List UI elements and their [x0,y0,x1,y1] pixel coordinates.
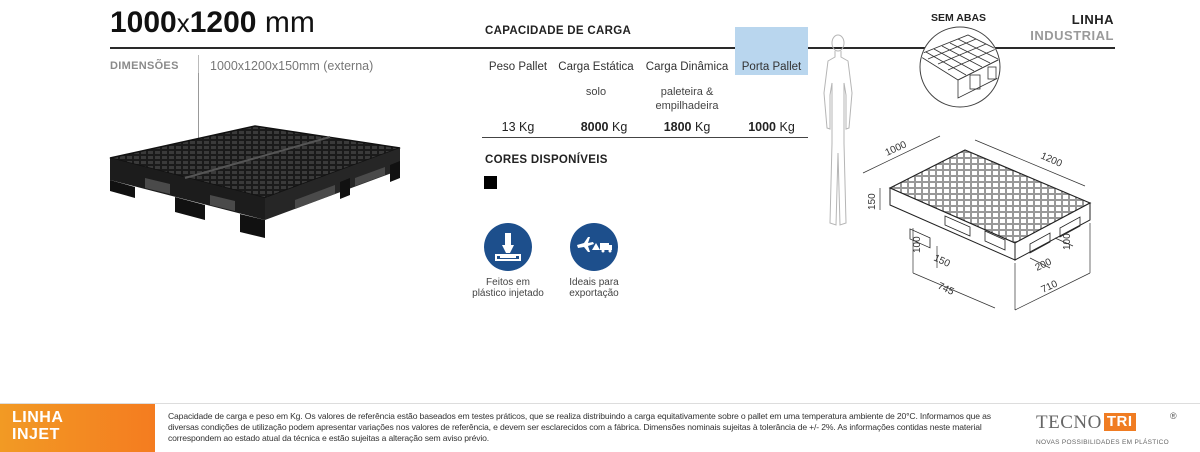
title-width: 1000 [110,6,177,39]
dimensions-divider [198,55,199,73]
title-length: 1200 [189,6,257,39]
footer-tag-text [12,409,63,443]
capacity-value-unit: Kg [519,120,535,134]
colors-title: CORES DISPONÍVEIS [485,154,608,166]
brand-logo [1036,412,1186,448]
capacity-value-porta [735,120,808,134]
line-title-l2: INDUSTRIAL [1030,28,1114,43]
capacity-value-unit: Kg [612,120,628,134]
capacity-header: Carga Estática [558,61,634,73]
dimensions-label: DIMENSÕES [110,60,179,72]
brand-name-a: TECNO [1036,412,1102,433]
footer-line-tag [0,404,155,452]
export-transport-icon [570,223,618,271]
capacity-value-num: 1800 [663,120,692,134]
technical-drawing [845,128,1100,328]
capacity-value-num: 8000 [580,120,609,134]
capacity-value-num: 13 [501,120,516,134]
capacity-sub: solo [585,86,607,98]
capacity-header: Carga Dinâmica [645,61,729,73]
capacity-col-dinamica [642,58,732,113]
dimensions-value: 1000x1200x150mm (externa) [210,59,374,73]
dim-100a: 100 [912,236,923,253]
capacity-header: Porta Pallet [741,61,802,73]
injection-mold-icon [484,223,532,271]
capacity-value-num: 1000 [748,120,777,134]
line-title-l1: LINHA [1071,12,1114,27]
pallet-photo [105,120,405,260]
capacity-value-unit: Kg [695,120,711,134]
feature-label-export [544,277,644,299]
title-times: x [176,8,190,38]
capacity-value-estatica [554,120,654,134]
brand-registered: ® [1170,411,1177,421]
dim-100b: 100 [1062,233,1073,250]
brand-tagline: NOVAS POSSIBILIDADES EM PLÁSTICO [1036,439,1170,446]
capacity-col-estatica [554,58,638,99]
brand-name-b: TRI [1104,413,1136,431]
capacity-rule [482,137,808,138]
dim-710: 710 [1039,278,1060,296]
capacity-sub: paleteira & empilhadeira [655,86,719,112]
feature-line1: Ideais para [569,277,619,288]
dim-1200: 1200 [1038,150,1064,170]
footer-disclaimer: Capacidade de carga e peso em Kg. Os valores de referência estão baseados em testes práticos, que se realiza distribuindo a carga equitativamente sobre o pallet em uma temperatura ambiente de 20°C. Informamos que as diversas condições de utilização podem apresentar variações nos valores de referência, e devem ser esclarecidos com a fábrica. Dimensões nominais sujeitas à tolerância de +/- 2%. As informações contidas neste material correspondem ao estado atual da técnica e estão sujeitas a alteração sem aviso prévio. [168,411,991,443]
footer-tag-l2: INJET [12,426,60,443]
feature-label-injected [458,277,558,299]
color-swatch-black [484,176,497,189]
brand-name [1036,412,1136,434]
header-rule-left [110,47,480,49]
capacity-header: Peso Pallet [488,61,548,73]
dim-745: 745 [935,280,956,298]
dim-1000: 1000 [883,139,909,159]
dim-150: 150 [867,193,878,210]
capacity-value-dinamica [642,120,732,134]
footer-tag-l1: LINHA [12,409,64,426]
feature-line2: plástico injetado [472,288,544,299]
pallet-corner-detail [918,25,1002,109]
capacity-title: CAPACIDADE DE CARGA [485,25,632,37]
title-unit: mm [264,6,315,39]
sem-abas-label: SEM ABAS [931,12,987,24]
footer [0,403,1200,452]
feature-line2: exportação [569,288,619,299]
capacity-value-peso [482,120,554,134]
capacity-value-unit: Kg [779,120,795,134]
feature-line1: Feitos em [486,277,530,288]
line-title [1030,12,1114,44]
capacity-col-peso [482,58,554,85]
capacity-col-porta [735,58,808,85]
product-title [110,6,315,40]
dim-200: 200 [1033,256,1054,274]
dim-150b: 150 [931,252,952,270]
